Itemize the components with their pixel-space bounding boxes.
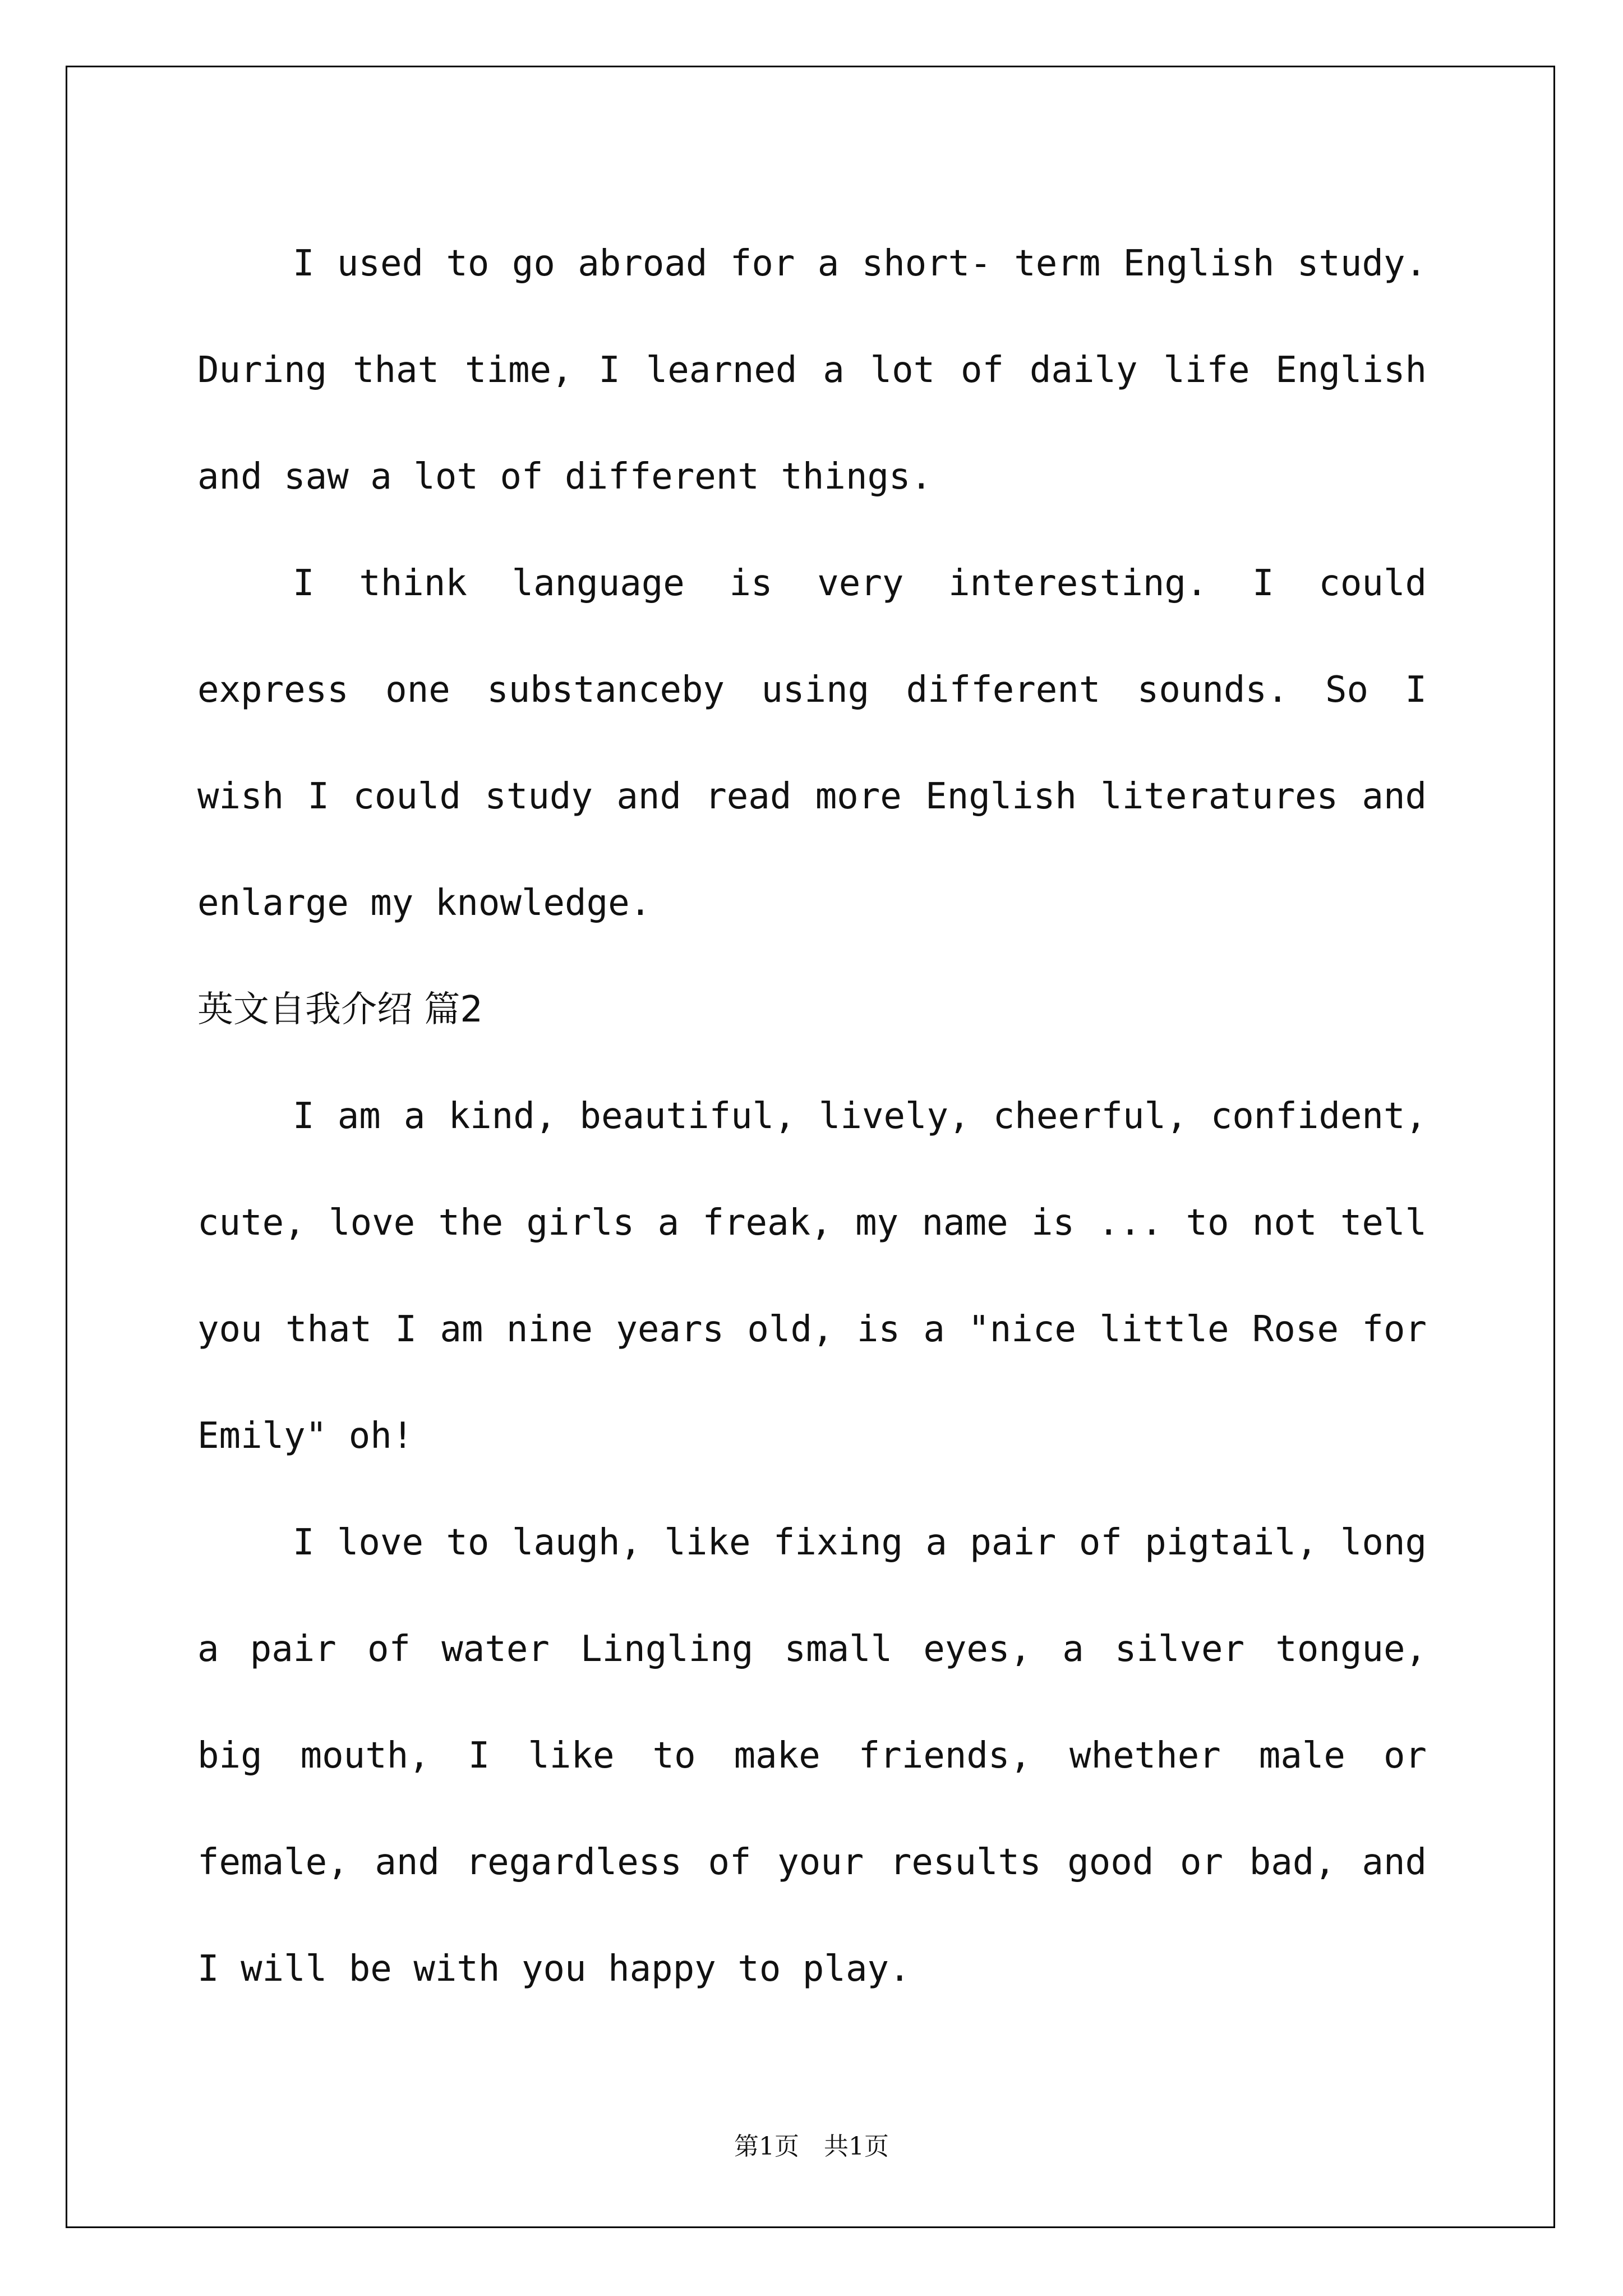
- paragraph-4: I love to laugh, like fixing a pair of pigtail, long a pair of water Lingling small eyes, a silver tongue, big mouth, I like to make friends, whether male or female, and regardless of your results good or bad, and I will be with you happy to play.: [197, 1522, 1427, 1990]
- section-heading: 英文自我介绍 篇2: [197, 989, 483, 1030]
- page-footer: 第1页 共1页: [734, 2132, 889, 2161]
- paragraph-1: I used to go abroad for a short- term English study. During that time, I learned a lot of daily life English and saw a lot of different things.: [197, 243, 1427, 498]
- paragraph-3: I am a kind, beautiful, lively, cheerful, confident, cute, love the girls a freak, my name is ... to not tell you that I am nine years old, is a "nice little Rose for Emily" oh!: [197, 1096, 1427, 1457]
- paragraph-2: I think language is very interesting. I could express one substanceby using different sounds. So I wish I could study and read more English literatures and enlarge my knowledge.: [197, 563, 1427, 924]
- document-body: [197, 210, 1427, 2022]
